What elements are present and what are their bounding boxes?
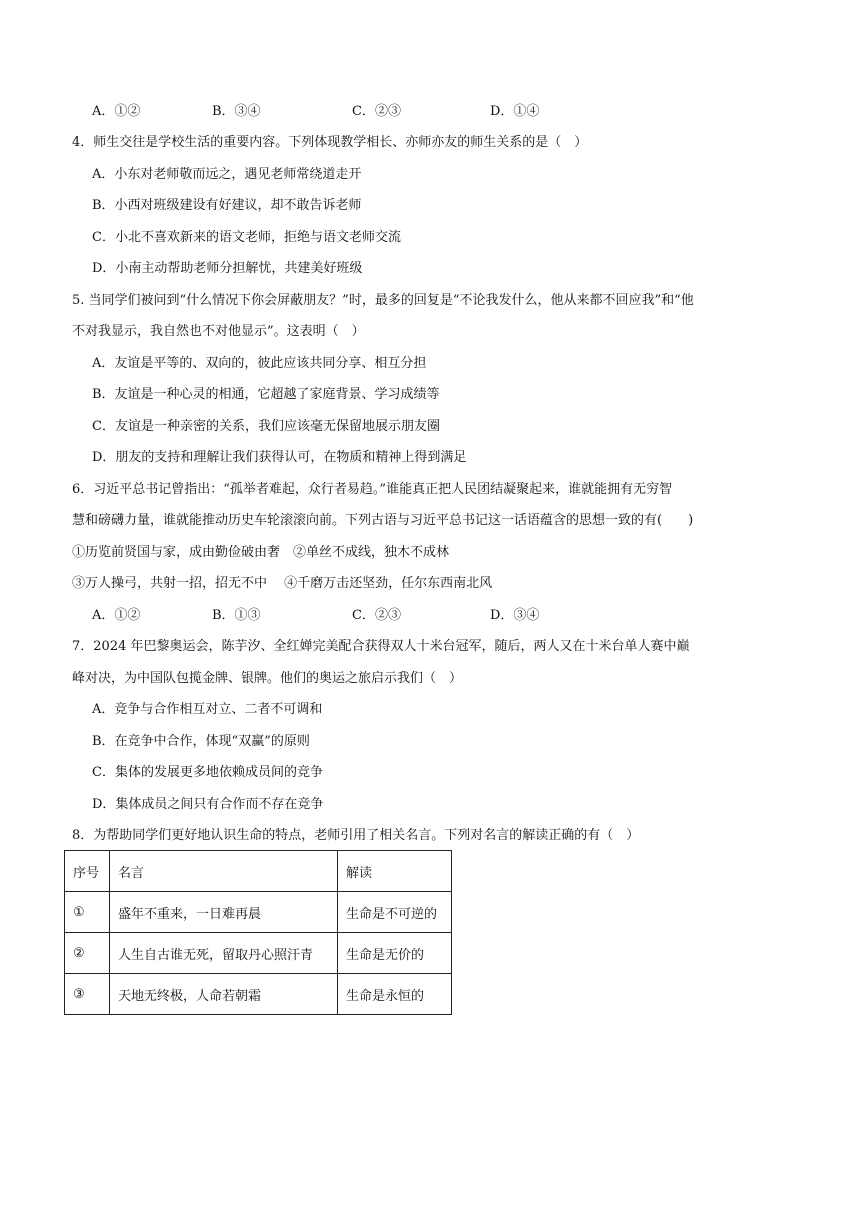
q5-stem-line2: 不对我显示，我自然也不对他显示”。这表明（ ） xyxy=(72,324,365,339)
q5-option-a[interactable]: A．友谊是平等的、双向的，彼此应该共同分享、相互分担 xyxy=(92,356,427,371)
q7-option-a[interactable]: A．竞争与合作相互对立、二者不可调和 xyxy=(92,702,323,717)
header-quote: 名言 xyxy=(110,851,338,892)
q6-items-line1: ①历览前贤国与家，成由勤俭破由奢 ②单丝不成线，独木不成林 xyxy=(72,545,450,560)
quotes-table xyxy=(64,850,452,1015)
q8-stem: 8．为帮助同学们更好地认识生命的特点，老师引用了相关名言。下列对名言的解读正确的有（ ） xyxy=(72,828,640,843)
q7-stem-line1: 7．2024 年巴黎奥运会，陈芋汐、全红婵完美配合获得双人十米台冠军，随后，两人又在十米台单人赛中巅 xyxy=(72,639,690,654)
q7-option-d[interactable]: D．集体成员之间只有合作而不存在竞争 xyxy=(92,797,324,812)
q5-option-d[interactable]: D．朋友的支持和理解让我们获得认可，在物质和精神上得到满足 xyxy=(92,450,467,465)
q3-options xyxy=(92,103,812,121)
row-quote: 人生自古谁无死，留取丹心照汗青 xyxy=(110,933,338,974)
row-quote: 盛年不重来，一日难再晨 xyxy=(110,892,338,933)
q6-stem-line2: 慧和磅礴力量，谁就能推动历史车轮滚滚向前。下列古语与习近平总书记这一话语蕴含的思想一致的有( ) xyxy=(72,513,694,528)
q6-stem-line1: 6．习近平总书记曾指出：“孤举者难起，众行者易趋。”谁能真正把人民团结凝聚起来，谁就能拥有无穷智 xyxy=(72,482,673,497)
q3-option-c[interactable]: C．②③ xyxy=(352,104,401,119)
q3-option-d[interactable]: D．①④ xyxy=(490,104,540,119)
q6-option-b[interactable]: B．①③ xyxy=(212,608,261,623)
q7-stem-line2: 峰对决，为中国队包揽金牌、银牌。他们的奥运之旅启示我们（ ） xyxy=(72,671,463,686)
header-interpretation: 解读 xyxy=(338,851,452,892)
q3-option-b[interactable]: B．③④ xyxy=(212,104,261,119)
row-index: ② xyxy=(65,933,110,974)
row-index: ① xyxy=(65,892,110,933)
q4-option-d[interactable]: D．小南主动帮助老师分担解忧，共建美好班级 xyxy=(92,261,363,276)
q4-option-b[interactable]: B．小西对班级建设有好建议，却不敢告诉老师 xyxy=(92,198,362,213)
q3-option-a[interactable]: A．①② xyxy=(92,104,141,119)
table-row xyxy=(65,892,452,933)
q6-option-d[interactable]: D．③④ xyxy=(490,608,540,623)
q6-option-a[interactable]: A．①② xyxy=(92,608,141,623)
row-index: ③ xyxy=(65,974,110,1015)
row-interpretation: 生命是无价的 xyxy=(338,933,452,974)
q6-option-c[interactable]: C．②③ xyxy=(352,608,401,623)
q6-items-line2: ③万人操弓，共射一招，招无不中 ④千磨万击还坚劲，任尔东西南北风 xyxy=(72,576,493,591)
row-quote: 天地无终极，人命若朝霜 xyxy=(110,974,338,1015)
table-row xyxy=(65,933,452,974)
table-header-row xyxy=(65,851,452,892)
row-interpretation: 生命是不可逆的 xyxy=(338,892,452,933)
q5-stem-line1: 5. 当同学们被问到“什么情况下你会屏蔽朋友？”时，最多的回复是“不论我发什么，他从来都不回应我”和“他 xyxy=(72,293,694,308)
row-interpretation: 生命是永恒的 xyxy=(338,974,452,1015)
q4-stem: 4．师生交往是学校生活的重要内容。下列体现教学相长、亦师亦友的师生关系的是（ ） xyxy=(72,135,588,150)
table-row xyxy=(65,974,452,1015)
q5-option-c[interactable]: C．友谊是一种亲密的关系，我们应该毫无保留地展示朋友圈 xyxy=(92,419,440,434)
q7-option-c[interactable]: C．集体的发展更多地依赖成员间的竞争 xyxy=(92,765,323,780)
q7-option-b[interactable]: B．在竞争中合作，体现“双赢”的原则 xyxy=(92,734,310,749)
q4-option-a[interactable]: A．小东对老师敬而远之，遇见老师常绕道走开 xyxy=(92,167,362,182)
q6-options xyxy=(92,607,812,625)
header-index: 序号 xyxy=(65,851,110,892)
q5-option-b[interactable]: B．友谊是一种心灵的相通，它超越了家庭背景、学习成绩等 xyxy=(92,387,440,402)
q4-option-c[interactable]: C．小北不喜欢新来的语文老师，拒绝与语文老师交流 xyxy=(92,230,401,245)
